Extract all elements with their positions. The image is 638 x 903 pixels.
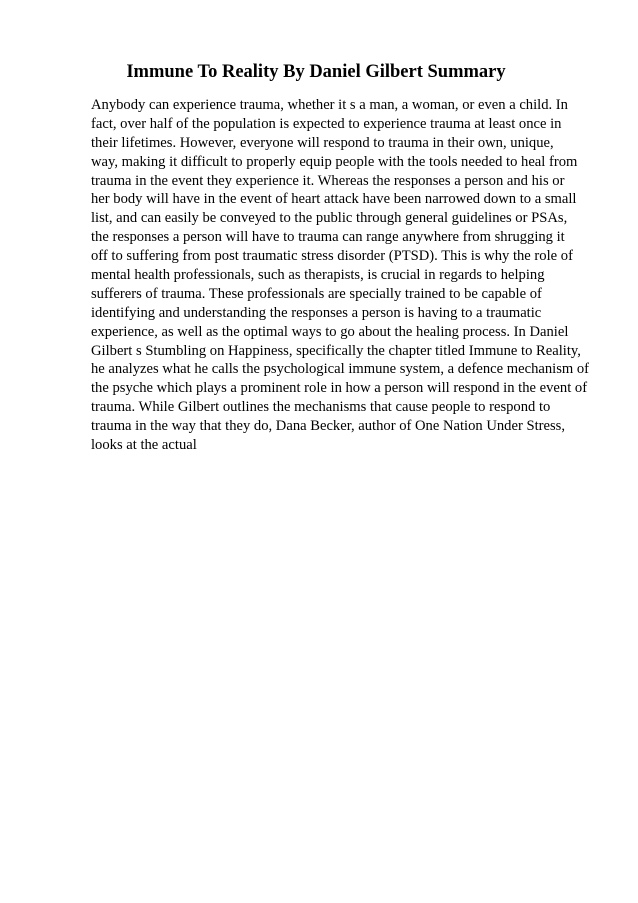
text-line: identifying and understanding the responses a person is having to a traumatic <box>91 304 542 321</box>
text-line: off to suffering from post traumatic stress disorder (PTSD). This is why the role of <box>91 248 573 265</box>
text-line: Gilbert s Stumbling on Happiness, specifically the chapter titled Immune to Reality, <box>91 342 581 359</box>
text-line: trauma. While Gilbert outlines the mechanisms that cause people to respond to <box>91 399 551 416</box>
text-line: fact, over half of the population is expected to experience trauma at least once in <box>91 115 562 132</box>
text-line: way, making it difficult to properly equip people with the tools needed to heal from <box>91 153 578 170</box>
text-line: he analyzes what he calls the psychological immune system, a defence mechanism of <box>91 361 590 378</box>
text-line: trauma in the event they experience it. Whereas the responses a person and his or <box>91 172 565 189</box>
text-line: looks at the actual <box>91 437 197 454</box>
text-line: list, and can easily be conveyed to the public through general guidelines or PSAs, <box>91 210 568 227</box>
text-line: sufferers of trauma. These professionals are specially trained to be capable of <box>91 285 542 302</box>
page-title: Immune To Reality By Daniel Gilbert Summary <box>126 62 506 82</box>
text-line: their lifetimes. However, everyone will respond to trauma in their own, unique, <box>91 134 554 151</box>
text-line: her body will have in the event of heart attack have been narrowed down to a small <box>91 191 577 208</box>
text-line: trauma in the way that they do, Dana Becker, author of One Nation Under Stress, <box>91 418 565 435</box>
body-paragraph <box>91 96 591 455</box>
text-line: Anybody can experience trauma, whether it s a man, a woman, or even a child. In <box>91 97 568 113</box>
text-line: mental health professionals, such as therapists, is crucial in regards to helping <box>91 267 545 284</box>
text-line: experience, as well as the optimal ways to go about the healing process. In Daniel <box>91 323 569 340</box>
text-line: the responses a person will have to trauma can range anywhere from shrugging it <box>91 229 565 246</box>
text-line: the psyche which plays a prominent role in how a person will respond in the event of <box>91 380 588 397</box>
